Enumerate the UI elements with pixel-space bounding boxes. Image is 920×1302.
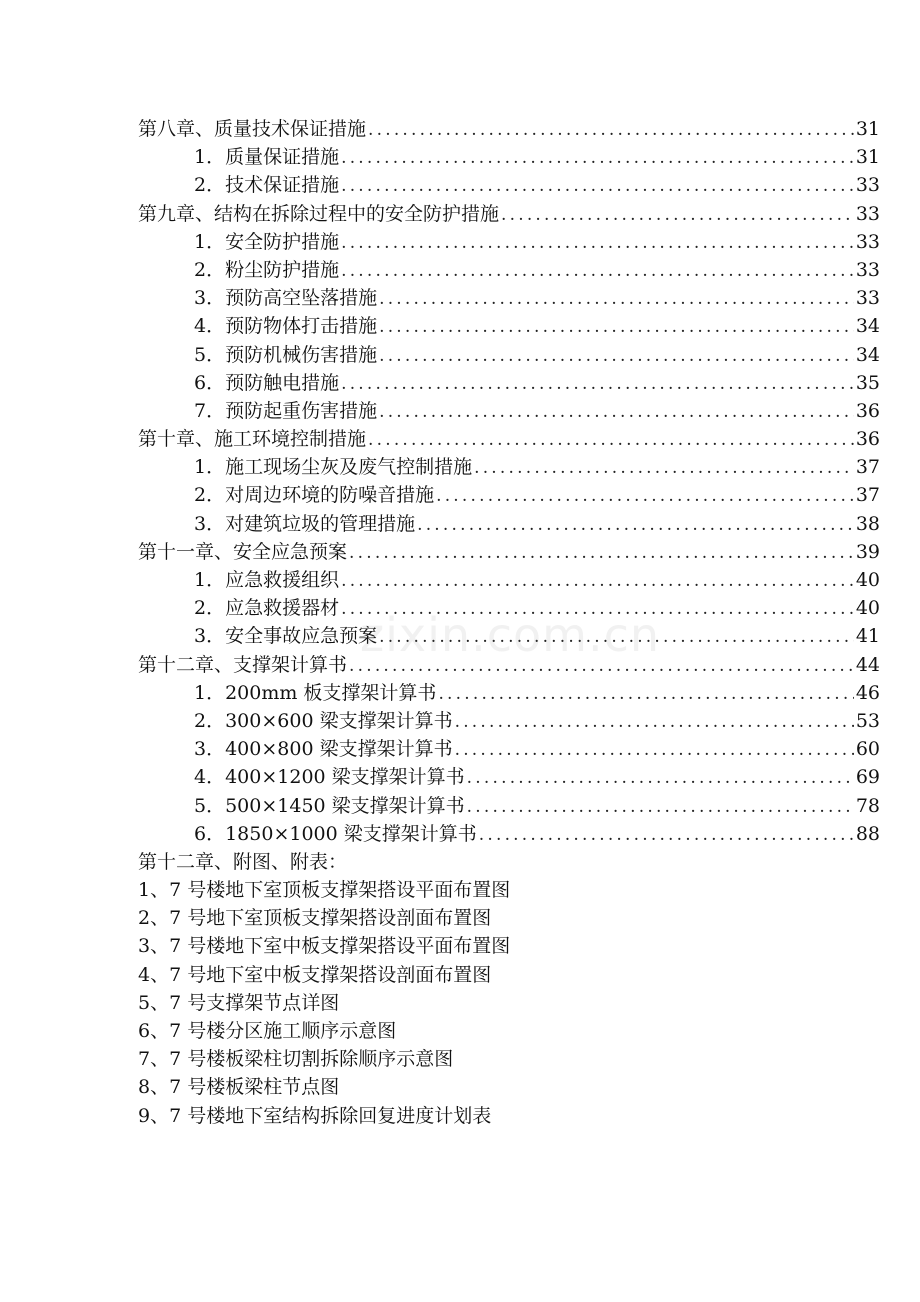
toc-leader-dots — [455, 712, 854, 732]
toc-leader-dots — [479, 825, 854, 845]
toc-leader-dots — [455, 740, 854, 760]
appendix-item: 1、7 号楼地下室顶板支撑架搭设平面布置图 — [138, 879, 511, 902]
toc-page-number: 37 — [855, 484, 880, 507]
toc-section-entry[interactable] — [138, 396, 880, 424]
toc-page-number: 36 — [855, 399, 880, 422]
toc-section-entry[interactable] — [138, 678, 880, 706]
appendix-item: 4、7 号地下室中板支撑架搭设剖面布置图 — [138, 963, 492, 986]
toc-section-entry[interactable] — [138, 452, 880, 480]
watermark: zixin.com.cn — [360, 608, 661, 662]
toc-section-entry[interactable] — [138, 706, 880, 734]
toc-section-entry[interactable] — [138, 819, 880, 847]
toc-leader-dots — [379, 317, 854, 337]
toc-entry-title: 2．300×600 梁支撑架计算书 — [194, 709, 453, 732]
toc-leader-dots — [379, 289, 854, 309]
toc-entry-title: 5．预防机械伤害措施 — [194, 343, 378, 366]
toc-entry-title: 1．应急救援组织 — [194, 569, 340, 591]
toc-section-entry[interactable] — [138, 565, 880, 593]
toc-page-number: 69 — [855, 766, 880, 789]
toc-entry-title: 1．质量保证措施 — [194, 146, 340, 169]
toc-page-number: 36 — [855, 428, 880, 451]
toc-page-number: 40 — [855, 597, 880, 620]
toc-page-number: 33 — [855, 258, 880, 281]
table-of-contents — [138, 114, 880, 1129]
toc-entry-title: 1．安全防护措施 — [194, 230, 340, 253]
toc-chapter-entry[interactable] — [138, 650, 880, 678]
toc-leader-dots — [474, 458, 854, 478]
toc-chapter-entry[interactable] — [138, 424, 880, 452]
toc-leader-dots — [368, 120, 854, 140]
toc-section-entry[interactable] — [138, 734, 880, 762]
toc-entry-title: 4．预防物体打击措施 — [194, 315, 378, 338]
toc-section-entry[interactable] — [138, 142, 880, 170]
toc-page-number: 44 — [855, 653, 880, 676]
toc-entry-title: 3．400×800 梁支撑架计算书 — [194, 738, 453, 761]
toc-leader-dots — [467, 768, 854, 788]
appendix-item: 9、7 号楼地下室结构拆除回复进度计划表 — [138, 1104, 492, 1127]
toc-leader-dots — [368, 430, 854, 450]
toc-section-entry[interactable] — [138, 255, 880, 283]
toc-leader-dots — [467, 797, 854, 817]
toc-entry-title: 6．预防触电措施 — [194, 371, 340, 394]
appendix-item: 2、7 号地下室顶板支撑架搭设剖面布置图 — [138, 907, 492, 930]
toc-section-entry[interactable] — [138, 311, 880, 339]
toc-chapter-entry[interactable] — [138, 199, 880, 227]
toc-entry-title: 4．400×1200 梁支撑架计算书 — [194, 766, 465, 789]
toc-page-number: 78 — [855, 794, 880, 817]
appendix-item: 8、7 号楼板梁柱节点图 — [138, 1076, 340, 1099]
toc-entry-title: 第十章、施工环境控制措施 — [138, 428, 367, 451]
toc-leader-dots — [379, 402, 854, 422]
toc-leader-dots — [438, 684, 853, 704]
toc-leader-dots — [501, 205, 854, 225]
toc-entry-title: 2．应急救援器材 — [194, 597, 340, 620]
toc-page-number: 41 — [855, 625, 880, 648]
toc-leader-dots — [349, 656, 854, 676]
toc-entry-title: 3．对建筑垃圾的管理措施 — [194, 512, 416, 535]
toc-page-number: 33 — [855, 174, 880, 197]
toc-section-entry[interactable] — [138, 762, 880, 790]
toc-chapter-entry[interactable] — [138, 114, 880, 142]
toc-entry-title: 1．施工现场尘灰及废气控制措施 — [194, 456, 473, 479]
toc-section-entry[interactable] — [138, 593, 880, 621]
toc-leader-dots — [341, 571, 854, 591]
toc-chapter-entry[interactable] — [138, 537, 880, 565]
toc-page-number: 31 — [855, 118, 880, 140]
toc-page-number: 34 — [855, 343, 880, 366]
toc-section-entry[interactable] — [138, 480, 880, 508]
toc-leader-dots — [341, 233, 854, 253]
toc-page-number: 38 — [855, 512, 880, 535]
appendix-item: 6、7 号楼分区施工顺序示意图 — [138, 1020, 397, 1042]
appendix-heading: 第十二章、附图、附表： — [138, 850, 348, 873]
toc-section-entry[interactable] — [138, 509, 880, 537]
toc-section-entry[interactable] — [138, 368, 880, 396]
toc-section-entry[interactable] — [138, 621, 880, 649]
toc-entry-title: 7．预防起重伤害措施 — [194, 399, 378, 422]
toc-leader-dots — [379, 627, 854, 647]
toc-leader-dots — [341, 148, 854, 168]
toc-leader-dots — [436, 486, 854, 506]
toc-leader-dots — [379, 346, 854, 366]
toc-section-entry[interactable] — [138, 227, 880, 255]
toc-leader-dots — [341, 261, 854, 281]
toc-section-entry[interactable] — [138, 791, 880, 819]
toc-page-number: 33 — [855, 230, 880, 253]
toc-entry-title: 第十二章、支撑架计算书 — [138, 653, 348, 676]
toc-leader-dots — [417, 515, 854, 535]
toc-page-number: 35 — [855, 371, 880, 394]
toc-page-number: 88 — [855, 822, 880, 845]
toc-page-number: 34 — [855, 315, 880, 338]
toc-entry-title: 3．安全事故应急预案 — [194, 625, 378, 648]
toc-entry-title: 2．粉尘防护措施 — [194, 258, 340, 281]
toc-leader-dots — [341, 176, 854, 196]
toc-entry-title: 3．预防高空坠落措施 — [194, 287, 378, 310]
toc-page-number: 53 — [855, 709, 880, 732]
toc-leader-dots — [341, 599, 854, 619]
toc-entry-title: 1．200mm 板支撑架计算书 — [194, 681, 437, 704]
toc-entry-title: 6．1850×1000 梁支撑架计算书 — [194, 822, 477, 845]
appendix-item: 3、7 号楼地下室中板支撑架搭设平面布置图 — [138, 935, 511, 958]
toc-page-number: 31 — [855, 146, 880, 169]
toc-page-number: 33 — [855, 287, 880, 310]
toc-page-number: 37 — [855, 456, 880, 479]
toc-page-number: 39 — [855, 540, 880, 563]
toc-page-number: 60 — [855, 738, 880, 761]
toc-section-entry[interactable] — [138, 340, 880, 368]
toc-entry-title: 第九章、结构在拆除过程中的安全防护措施 — [138, 202, 500, 225]
toc-page-number: 33 — [855, 202, 880, 225]
toc-section-entry[interactable] — [138, 283, 880, 311]
toc-page-number: 40 — [855, 569, 880, 591]
toc-entry-title: 第八章、质量技术保证措施 — [138, 118, 367, 140]
appendix-item: 5、7 号支撑架节点详图 — [138, 991, 340, 1014]
toc-entry-title: 第十一章、安全应急预案 — [138, 540, 348, 563]
toc-section-entry[interactable] — [138, 170, 880, 198]
toc-entry-title: 2．对周边环境的防噪音措施 — [194, 484, 435, 507]
appendix-item: 7、7 号楼板梁柱切割拆除顺序示意图 — [138, 1048, 454, 1071]
toc-entry-title: 5．500×1450 梁支撑架计算书 — [194, 794, 465, 817]
toc-page-number: 46 — [855, 681, 880, 704]
toc-leader-dots — [349, 543, 854, 563]
toc-leader-dots — [341, 374, 854, 394]
toc-entry-title: 2．技术保证措施 — [194, 174, 340, 197]
